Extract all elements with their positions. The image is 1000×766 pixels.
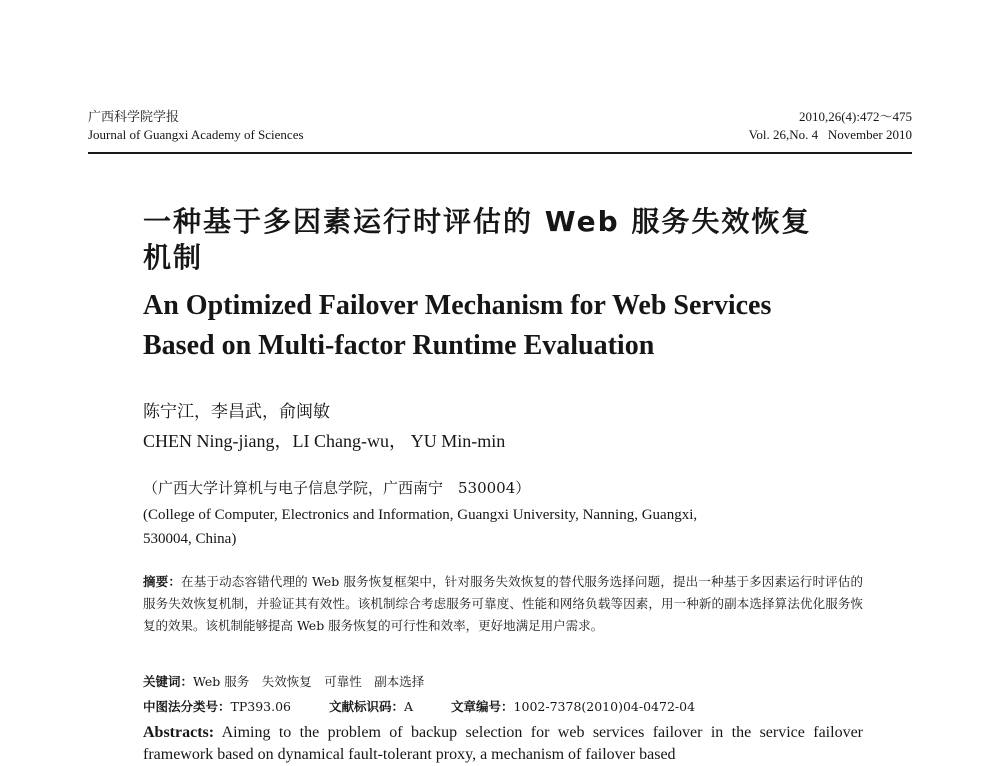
affiliation-en-line-2: 530004, China): [143, 531, 237, 547]
keywords-line: [143, 672, 458, 690]
abstract-cn-label: 摘要：: [143, 574, 182, 589]
title-en-line-2: Based on Multi-factor Runtime Evaluation: [143, 330, 655, 361]
issue-date: November 2010: [827, 127, 912, 142]
title-en-line-1: An Optimized Failover Mechanism for Web Services: [143, 290, 772, 321]
title-en: [143, 286, 873, 366]
title-cn: [143, 204, 873, 276]
journal-name-cn: 广西科学院学报: [88, 109, 180, 124]
header-rule: [88, 152, 912, 154]
title-cn-line-1: 一种基于多因素运行时评估的 Web 服务失效恢复: [143, 205, 812, 238]
abstract-cn-text: 在基于动态容错代理的 Web 服务恢复框架中，针对服务失效恢复的替代服务选择问题，提出一种基于多因素运行时评估的服务失效恢复机制，并验证其有效性。该机制综合考虑服务可靠度、性能和网络负载等因素，用一种新的副本选择算法优化服务恢复的效果。该机制能够提高 Web 服务恢复的可行性和效率，更好地满足用户需求。: [143, 574, 863, 633]
affiliation-en-line-1: (College of Computer, Electronics and Information, Guangxi University, Nanning, Guangxi,: [143, 507, 698, 523]
citation: 2010,26(4):472～475: [798, 109, 912, 124]
volume-date: [749, 126, 912, 144]
authors-en: CHEN Ning-jiang，LI Chang-wu， YU Min-min: [143, 431, 506, 451]
title-cn-line-2: 机制: [143, 241, 204, 274]
running-header-left: [88, 108, 304, 144]
authors-cn: 陈宁江，李昌武，俞闽敏: [143, 402, 330, 422]
article-number-label: 文章编号：: [451, 699, 514, 714]
abstract-en: [143, 722, 863, 766]
doc-code: A: [404, 699, 414, 714]
volume: Vol. 26,No. 4: [748, 127, 819, 142]
affiliation-en: [143, 503, 863, 551]
classification-line: [143, 697, 729, 715]
keywords-label: 关键词：: [143, 674, 194, 689]
running-header-right: [749, 108, 912, 144]
article-number: 1002-7378(2010)04-0472-04: [513, 699, 696, 714]
clc-number: TP393.06: [230, 699, 292, 714]
clc-label: 中图法分类号：: [143, 699, 231, 714]
journal-name-en: Journal of Guangxi Academy of Sciences: [88, 127, 304, 142]
abstract-en-text: Aiming to the problem of backup selection for web services failover in the service failover framework based on dynamical fault-tolerant proxy, a mechanism of failover based: [143, 724, 863, 763]
doc-code-label: 文献标识码：: [329, 699, 405, 714]
keywords-items: Web 服务 失效恢复 可靠性 副本选择: [193, 674, 425, 689]
abstract-en-label: Abstracts:: [143, 724, 215, 741]
abstract-cn: [143, 571, 863, 637]
affiliation-cn: （广西大学计算机与电子信息学院，广西南宁 530004）: [143, 479, 531, 497]
